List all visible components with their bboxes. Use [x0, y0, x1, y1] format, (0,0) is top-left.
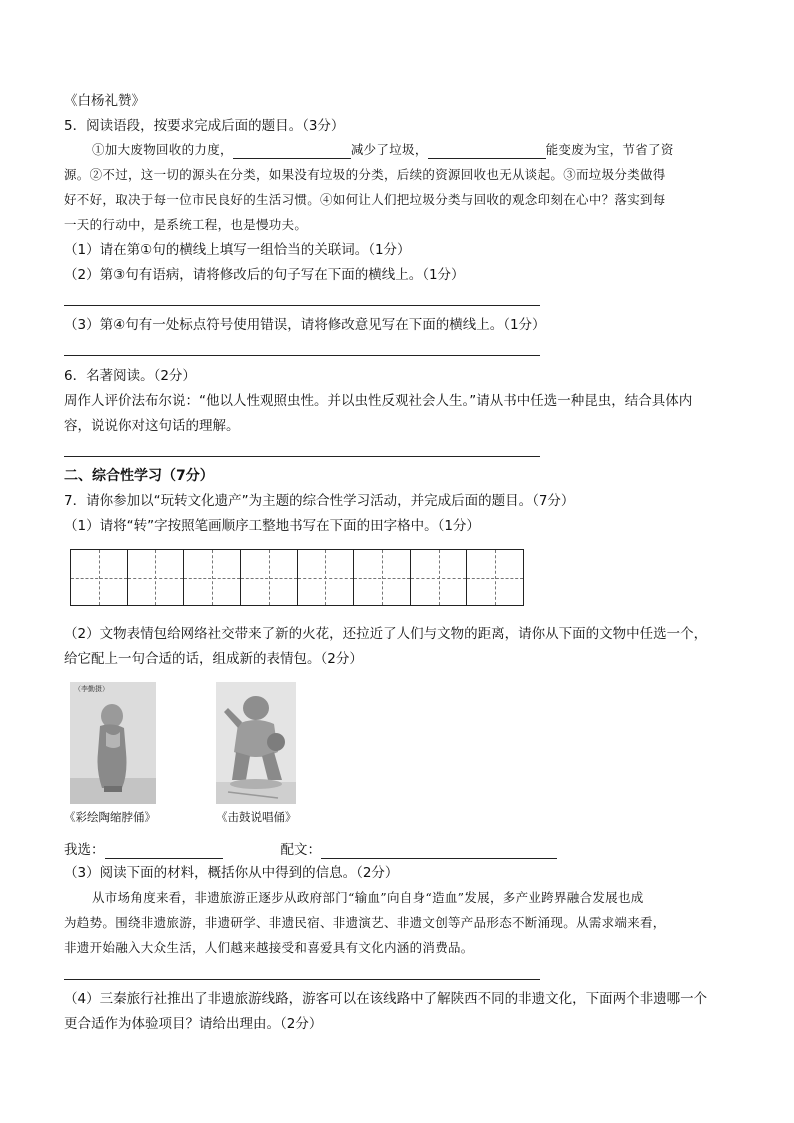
tianzige-cell[interactable]	[184, 550, 241, 605]
q5-blank-2[interactable]	[428, 144, 546, 159]
q6-title: 6．名著阅读。（2分）	[64, 368, 196, 384]
artifact-caption-1: 《彩绘陶缩脖俑》	[64, 810, 156, 824]
book-title: 《白杨礼赞》	[64, 93, 145, 109]
q5-blank-1[interactable]	[233, 144, 351, 159]
q6-answer-line[interactable]	[64, 456, 540, 457]
tianzige-cell[interactable]	[298, 550, 355, 605]
q5-answer-line-2[interactable]	[64, 305, 540, 306]
q5-passage-part-c: 能变废为宝，节省了资	[545, 142, 674, 157]
q7-material-line-3: 非遗开始融入大众生活，人们越来越接受和喜爱具有文化内涵的消费品。	[64, 940, 474, 955]
q7-choose-row	[64, 841, 557, 859]
tianzige-cell[interactable]	[71, 550, 128, 605]
artifact-caption-2: 《击鼓说唱俑》	[216, 810, 297, 824]
q7-sub-4-line-2: 更合适作为体验项目？请给出理由。（2分）	[64, 1016, 323, 1032]
q7-sub-4-line-1: （4）三秦旅行社推出了非遗旅游线路，游客可以在该线路中了解陕西不同的非遗文化，下面两个非遗哪一个	[64, 991, 708, 1007]
tianzige-cell[interactable]	[128, 550, 185, 605]
caption-label: 配文：	[280, 842, 321, 858]
figurine-illustration-2	[216, 682, 296, 804]
q5-passage-line-1	[92, 141, 674, 159]
caption-blank[interactable]	[321, 844, 557, 859]
choose-label: 我选：	[64, 842, 105, 858]
tianzige-cell[interactable]	[411, 550, 468, 605]
q7-sub-2-line-1: （2）文物表情包给网络社交带来了新的火花，还拉近了人们与文物的距离，请你从下面的文物中任选一个，	[64, 626, 708, 642]
figurine-illustration-1	[70, 682, 156, 804]
q5-passage-line-2: 源。②不过，这一切的源头在分类，如果没有垃圾的分类，后续的资源回收也无从谈起。③而垃圾分类做得	[64, 167, 666, 182]
q7-material-line-1: 从市场角度来看，非遗旅游正逐步从政府部门“输血”向自身“造血”发展，多产业跨界融合发展也成	[92, 890, 644, 905]
q7-answer-line-3[interactable]	[64, 979, 540, 980]
section-2-heading: 二、综合性学习（7分）	[64, 468, 214, 484]
q6-line-2: 容，说说你对这句话的理解。	[64, 418, 240, 434]
q7-title: 7．请你参加以“玩转文化遗产”为主题的综合性学习活动，并完成后面的题目。（7分）	[64, 493, 575, 509]
tianzige-grid[interactable]	[70, 549, 524, 606]
q5-passage-line-4: 一天的行动中，是系统工程，也是慢功夫。	[64, 217, 308, 232]
q5-sub-1: （1）请在第①句的横线上填写一组恰当的关联词。（1分）	[64, 242, 411, 258]
q7-sub-2-line-2: 给它配上一句合适的话，组成新的表情包。（2分）	[64, 651, 363, 667]
q5-answer-line-3[interactable]	[64, 355, 540, 356]
q5-passage-line-3: 好不好，取决于每一位市民良好的生活习惯。④如何让人们把垃圾分类与回收的观念印刻在心中？落实到每	[64, 192, 666, 207]
q5-sub-3: （3）第④句有一处标点符号使用错误，请将修改意见写在下面的横线上。（1分）	[64, 317, 546, 333]
q5-passage-part-b: 减少了垃圾，	[350, 142, 428, 157]
q7-sub-3: （3）阅读下面的材料，概括你从中得到的信息。（2分）	[64, 865, 399, 881]
q5-passage-part-a: ①加大废物回收的力度，	[92, 142, 233, 157]
q7-material-line-2: 为趋势。围绕非遗旅游，非遗研学、非遗民宿、非遗演艺、非遗文创等产品形态不断涌现。从需求端来看，	[64, 915, 666, 930]
artifact-photo-1[interactable]	[70, 682, 156, 804]
q6-line-1: 周作人评价法布尔说：“他以人性观照虫性。并以虫性反观社会人生。”请从书中任选一种昆虫，结合具体内	[64, 393, 693, 409]
q7-sub-1: （1）请将“转”字按照笔画顺序工整地书写在下面的田字格中。（1分）	[64, 518, 480, 534]
tianzige-cell[interactable]	[241, 550, 298, 605]
artifact-photo-2[interactable]	[216, 682, 296, 804]
tianzige-cell[interactable]	[467, 550, 523, 605]
choose-blank[interactable]	[105, 844, 223, 859]
tianzige-cell[interactable]	[354, 550, 411, 605]
q5-sub-2: （2）第③句有语病，请将修改后的句子写在下面的横线上。（1分）	[64, 267, 465, 283]
photo-credit: （李勤摄）	[74, 685, 109, 693]
q5-title: 5．阅读语段，按要求完成后面的题目。（3分）	[64, 118, 345, 134]
